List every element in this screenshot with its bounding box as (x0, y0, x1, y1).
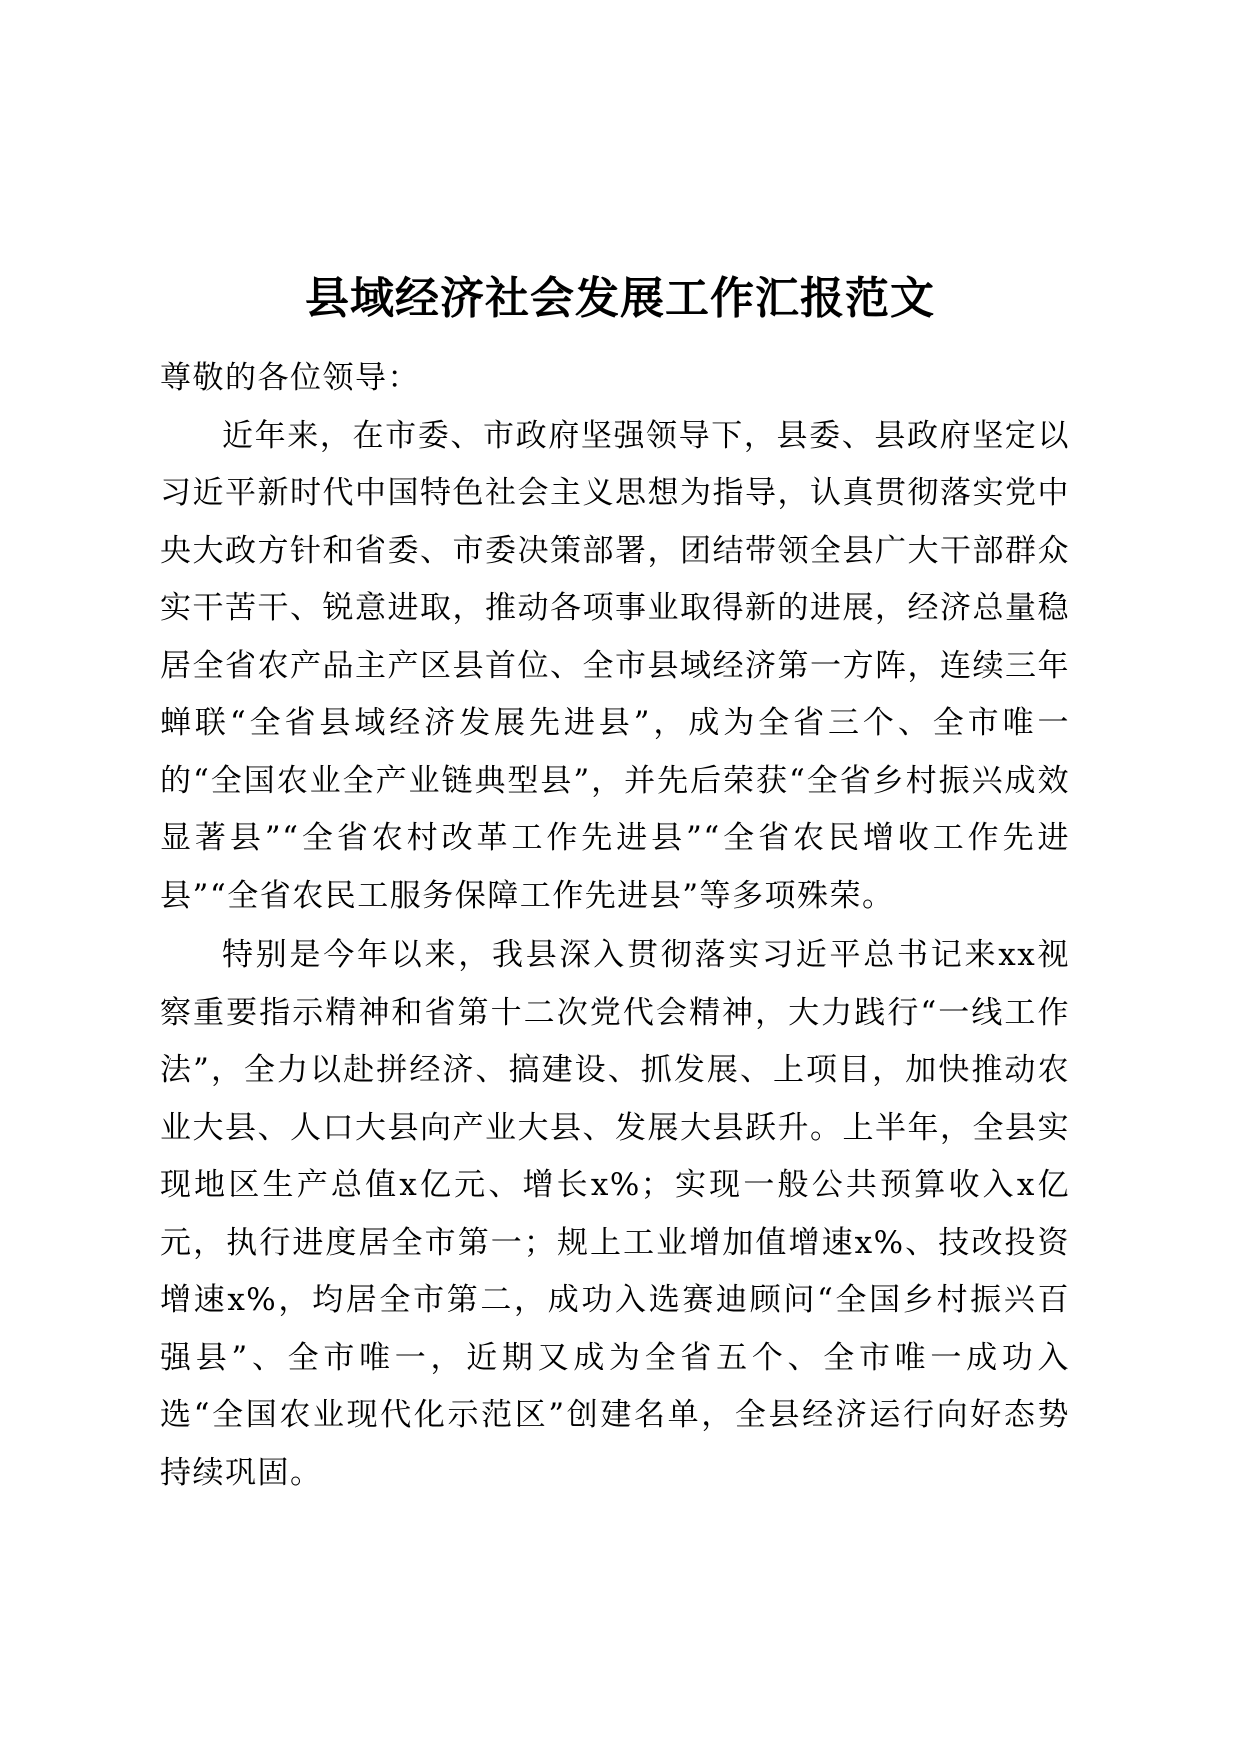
salutation: 尊敬的各位领导： (160, 360, 420, 396)
paragraph-2: 特别是今年以来，我县深入贯彻落实习近平总书记来xx视察重要指示精神和省第十二次党代会精神，大力践行“一线工作法”，全力以赴拼经济、搞建设、抓发展、上项目，加快推动农业大县、人口大县向产业大县、发展大县跃升。上半年，全县实现地区生产总值x亿元、增长x%；实现一般公共预算收入x亿元，执行进度居全市第一；规上工业增加值增速x%、技改投资增速x%，均居全市第二，成功入选赛迪顾问“全国乡村振兴百强县”、全市唯一，近期又成为全省五个、全市唯一成功入选“全国农业现代化示范区”创建名单，全县经济运行向好态势持续巩固。 (160, 937, 1070, 1491)
document-body (160, 350, 1070, 1504)
document-title: 县域经济社会发展工作汇报范文 (305, 273, 935, 325)
paragraph-1: 近年来，在市委、市政府坚强领导下，县委、县政府坚定以习近平新时代中国特色社会主义思想为指导，认真贯彻落实党中央大政方针和省委、市委决策部署，团结带领全县广大干部群众实干苦干、锐意进取，推动各项事业取得新的进展，经济总量稳居全省农产品主产区县首位、全市县域经济第一方阵，连续三年蝉联“全省县域经济发展先进县”，成为全省三个、全市唯一的“全国农业全产业链典型县”，并先后荣获“全省乡村振兴成效显著县”“全省农村改革工作先进县”“全省农民增收工作先进县”“全省农民工服务保障工作先进县”等多项殊荣。 (160, 417, 1070, 914)
